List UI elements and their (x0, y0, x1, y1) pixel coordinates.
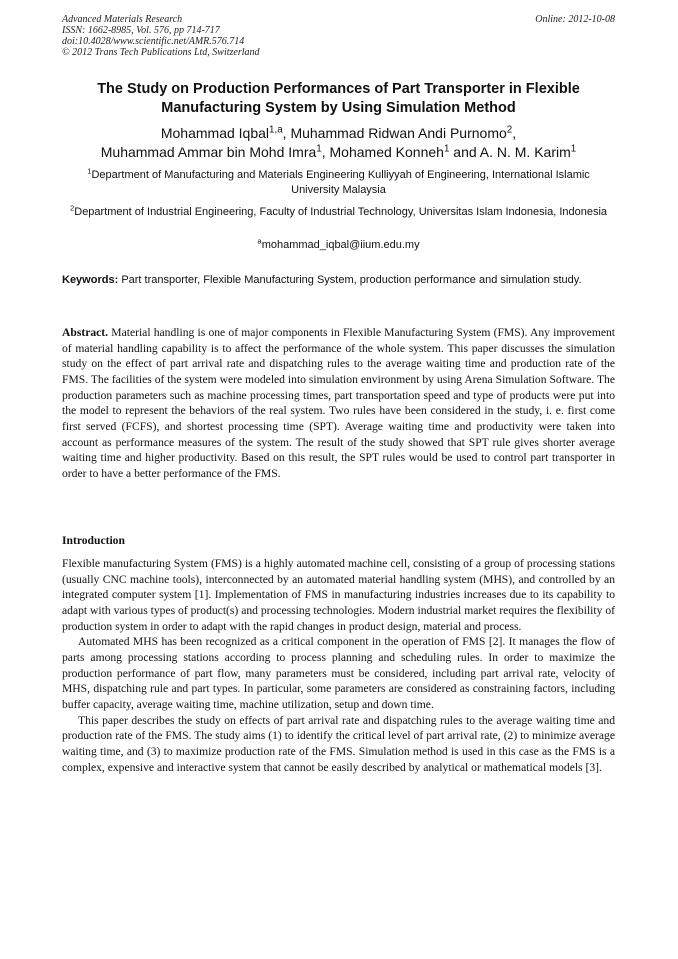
abstract-label: Abstract. (62, 326, 109, 339)
introduction-body (62, 556, 615, 775)
author-affil-marker: 2 (506, 124, 513, 136)
author-name: A. N. M. Karim (479, 144, 571, 160)
affiliation-1 (62, 168, 615, 197)
author-name: Mohammad Iqbal (160, 125, 270, 141)
affiliation-2 (62, 205, 615, 220)
paragraph: Flexible manufacturing System (FMS) is a highly automated machine cell, consisting of a group of processing stations (usually CNC machine tools), interconnected by an automated material handling system (MHS), and controlled by an integrated computer system [1]. Implementation of FMS in manufacturing industries increases due to its capability to adapt with various types of product(s) and processing technologies. Modern industrial market requires the flexibility of production system in order to adapt with the rapid changes in product design, material and process. (62, 557, 615, 633)
author-affil-marker: 1 (316, 143, 322, 155)
journal-doi: doi:10.4028/www.scientific.net/AMR.576.714 (62, 36, 245, 47)
paragraph: This paper describes the study on effects of part arrival rate and dispatching rules to the average waiting time and production rate of the FMS. The study aims (1) to identify the critical level of part arrival rate, (2) to minimize average waiting time, and (3) to maximize production rate of the FMS. Simulation method is used in this case as the FMS is a complex, expensive and interactive system that cannot be easily described by analytical or mathematical models [3]. (62, 713, 615, 774)
email-text: mohammad_iqbal@iium.edu.my (261, 239, 420, 251)
online-date: Online: 2012-10-08 (535, 14, 615, 25)
keywords (62, 273, 615, 288)
author-affil-marker: 1,a (269, 124, 283, 136)
affiliation-text: Department of Manufacturing and Materials Engineering Kulliyyah of Engineering, International Islamic University Malaysia (91, 169, 590, 196)
affiliation-text: Department of Industrial Engineering, Faculty of Industrial Technology, Universitas Islam Indonesia, Indonesia (74, 206, 608, 218)
abstract-text: Material handling is one of major components in Flexible Manufacturing System (FMS). Any improvement of material handling capability is to affect the performance of the whole system. This paper discusses the simulation study on the effect of part arrival rate and dispatching rules to the average waiting time and production rate of the FMS. The facilities of the system were modeled into simulation environment by using Arena Simulation Software. The production parameters such as machine processing times, part transportation speed and type of products were put into the model to represent the behaviors of the real system. Two rules have been considered in the study, i. e. first come first served (FCFS), and shortest processing time (SPT). Average waiting time and productivity were taken into account as performance measures of the system. The result of the study showed that SPT rule gives shorter average waiting time and higher productivity. Based on this result, the SPT rules would be used to control part transporter in order to have a better performance of the FMS. (62, 326, 615, 480)
author-affil-marker: 1 (570, 143, 577, 155)
author-name: Mohamed Konneh (329, 144, 444, 160)
paper-title: The Study on Production Performances of Part Transporter in Flexible Manufacturing System by Using Simulation Method (97, 81, 580, 116)
email-marker: a (257, 236, 262, 246)
journal-name: Advanced Materials Research (62, 14, 183, 25)
author-name: Muhammad Ridwan Andi Purnomo (290, 125, 507, 141)
author-affil-marker: 1 (443, 143, 450, 155)
keywords-label: Keywords: (62, 274, 119, 286)
author-name: Muhammad Ammar bin Mohd Imra (100, 144, 317, 160)
section-heading-introduction: Introduction (62, 534, 125, 547)
abstract (62, 325, 615, 482)
affiliation-marker: 2 (69, 203, 75, 213)
keywords-text: Part transporter, Flexible Manufacturing System, production performance and simulation study. (121, 274, 582, 286)
journal-issn: ISSN: 1662-8985, Vol. 576, pp 714-717 (62, 25, 220, 36)
affiliation-marker: 1 (87, 166, 92, 176)
paragraph: Automated MHS has been recognized as a critical component in the operation of FMS [2]. It manages the flow of parts among processing stations according to process planning and scheduling rules. In order to maximize the production performance of part flow, many parameters must be considered, including part arrival rate, velocity of MHS, dispatching rule and part types. In particular, some parameters are considered as constraining factors, including buffer capacity, average waiting time, machine utilization, setup and down time. (62, 635, 615, 711)
author-list: Mohammad Iqbal$^{1,a}$, Muhammad Ridwan Andi Purnomo$^2$, Muhammad Ammar bin Mohd Imra$^1$, Mohamed Konneh$^1$ and A. N. M. Karim$^1$ (100, 124, 577, 160)
corresponding-email (62, 238, 615, 253)
journal-header (62, 14, 615, 58)
journal-copyright: © 2012 Trans Tech Publications Ltd, Switzerland (62, 47, 260, 58)
